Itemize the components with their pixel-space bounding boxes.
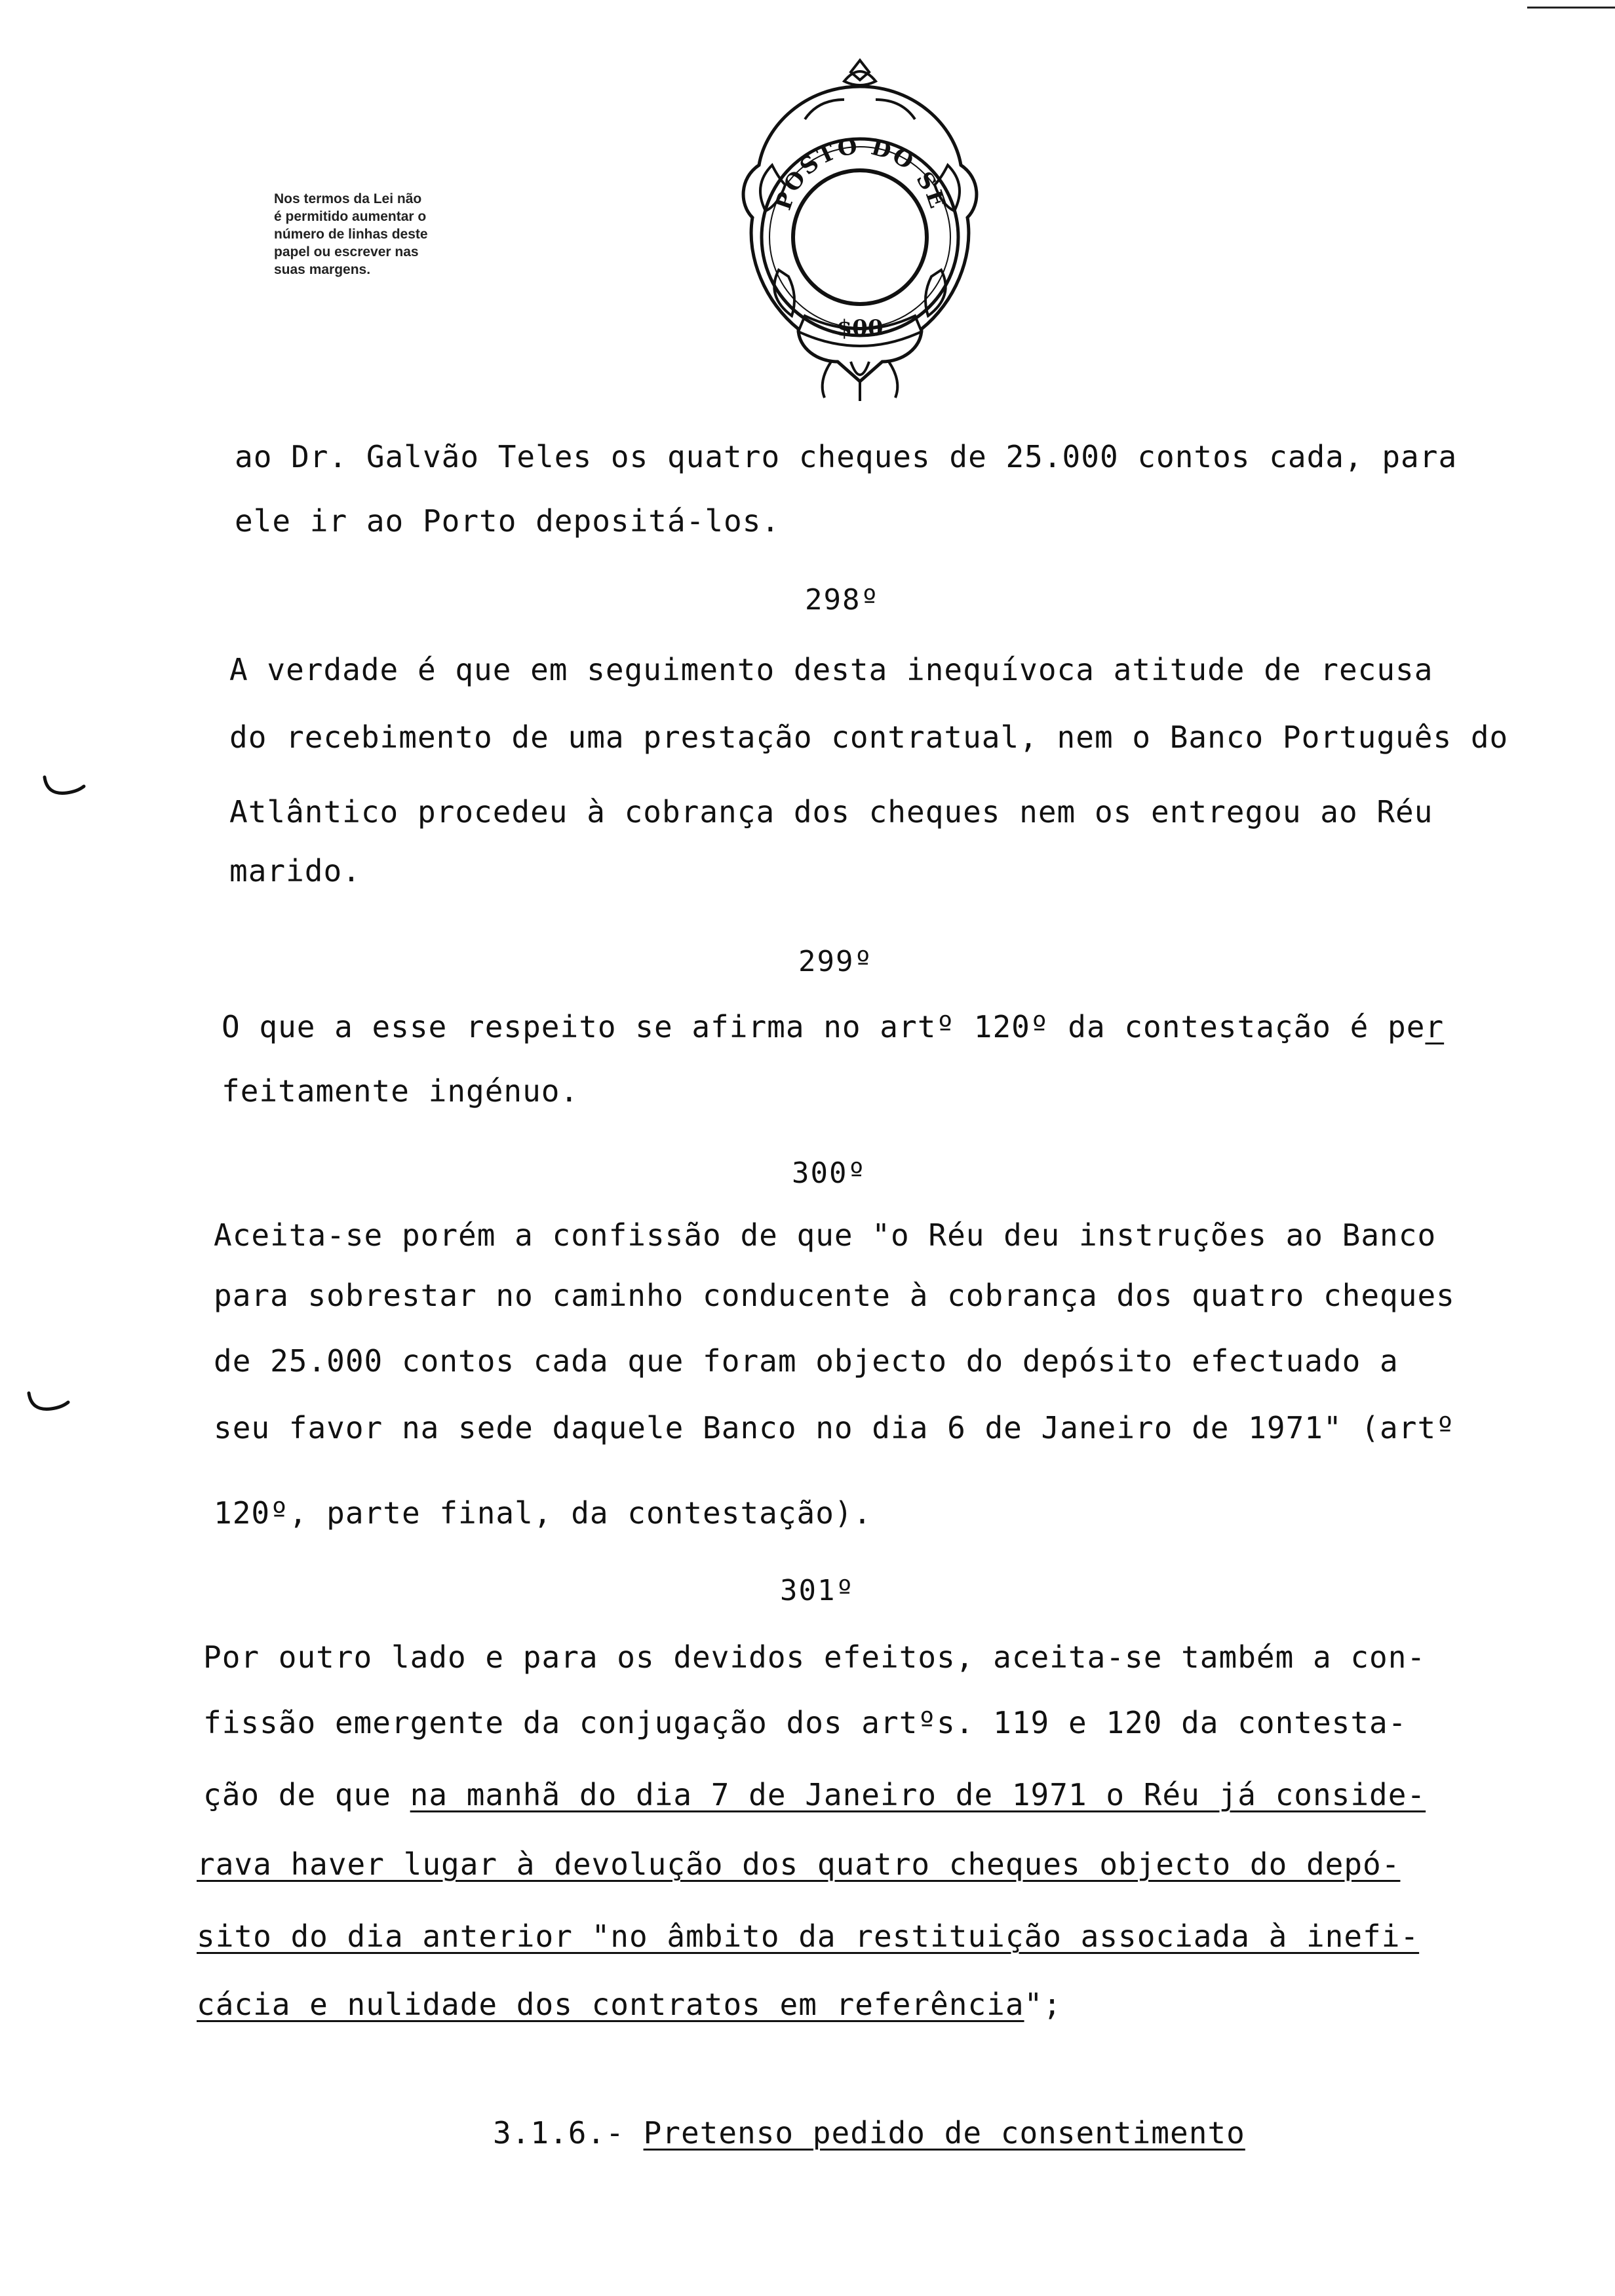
p298-line-1: A verdade é que em seguimento desta inequívoca atitude de recusa	[229, 652, 1433, 687]
p301-line-3	[203, 1777, 1426, 1812]
p299-line-1-underlined: r	[1425, 1009, 1445, 1044]
section-title-text: Pretenso pedido de consentimento	[643, 2115, 1245, 2151]
section-heading	[493, 2115, 1245, 2151]
p301-line-6-end: ";	[1024, 1987, 1062, 2022]
seal-emblem-icon	[726, 54, 994, 408]
margin-legal-note	[274, 190, 523, 278]
p301-line-1: Por outro lado e para os devidos efeitos, aceita-se também a con-	[203, 1639, 1426, 1675]
margin-check-mark-icon	[25, 1389, 71, 1415]
p301-line-4: rava haver lugar à devolução dos quatro cheques objecto do depó-	[197, 1846, 1401, 1882]
p300-line-5: 120º, parte final, da contestação).	[214, 1495, 872, 1531]
p301-line-5: sito do dia anterior "no âmbito da restituição associada à inefi-	[197, 1919, 1420, 1954]
p300-line-3: de 25.000 contos cada que foram objecto do depósito efectuado a	[214, 1343, 1399, 1379]
legal-note-line: é permitido aumentar o	[274, 209, 427, 224]
p301-line-3-underlined: na manhã do dia 7 de Janeiro de 1971 o Réu já conside-	[410, 1777, 1426, 1812]
p301-line-3-text: ção de que	[203, 1777, 410, 1812]
p298-line-3: Atlântico procedeu à cobrança dos cheques nem os entregou ao Réu	[229, 794, 1433, 830]
legal-note-line: papel ou escrever nas	[274, 244, 419, 259]
seal-ring-text: POSTO DO SE	[769, 132, 952, 214]
paragraph-number-301: 301º	[780, 1574, 855, 1607]
paragraph-number-299: 299º	[798, 945, 873, 978]
stamp-duty-seal	[726, 54, 994, 408]
legal-note-line: suas margens.	[274, 262, 371, 277]
seal-value-text: $00	[836, 315, 884, 341]
p300-line-1: Aceita-se porém a confissão de que "o Réu deu instruções ao Banco	[214, 1217, 1437, 1253]
p299-line-1	[222, 1009, 1444, 1044]
paragraph-number-300: 300º	[792, 1157, 866, 1190]
legal-note-line: Nos termos da Lei não	[274, 191, 422, 206]
legal-note-line: número de linhas deste	[274, 227, 428, 242]
p299-line-1-text: O que a esse respeito se afirma no artº 120º da contestação é pe	[222, 1009, 1426, 1044]
page-edge-rule	[1527, 7, 1615, 9]
intro-line-2: ele ir ao Porto depositá-los.	[235, 503, 781, 539]
intro-line-1: ao Dr. Galvão Teles os quatro cheques de 25.000 contos cada, para	[235, 439, 1458, 474]
p299-line-2: feitamente ingénuo.	[222, 1073, 579, 1109]
paragraph-number-298: 298º	[805, 583, 880, 617]
p298-line-4: marido.	[229, 853, 361, 889]
p300-line-4: seu favor na sede daquele Banco no dia 6 de Janeiro de 1971" (artº	[214, 1410, 1455, 1445]
p300-line-2: para sobrestar no caminho conducente à cobrança dos quatro cheques	[214, 1278, 1455, 1313]
p301-line-2: fissão emergente da conjugação dos artºs. 119 e 120 da contesta-	[203, 1705, 1407, 1740]
p298-line-2: do recebimento de uma prestação contratual, nem o Banco Português do	[229, 719, 1509, 755]
section-number: 3.1.6.-	[493, 2115, 644, 2151]
p301-line-6-underlined: cácia e nulidade dos contratos em referência	[197, 1987, 1024, 2022]
p301-line-6	[197, 1987, 1062, 2022]
margin-check-mark-icon	[41, 773, 87, 799]
